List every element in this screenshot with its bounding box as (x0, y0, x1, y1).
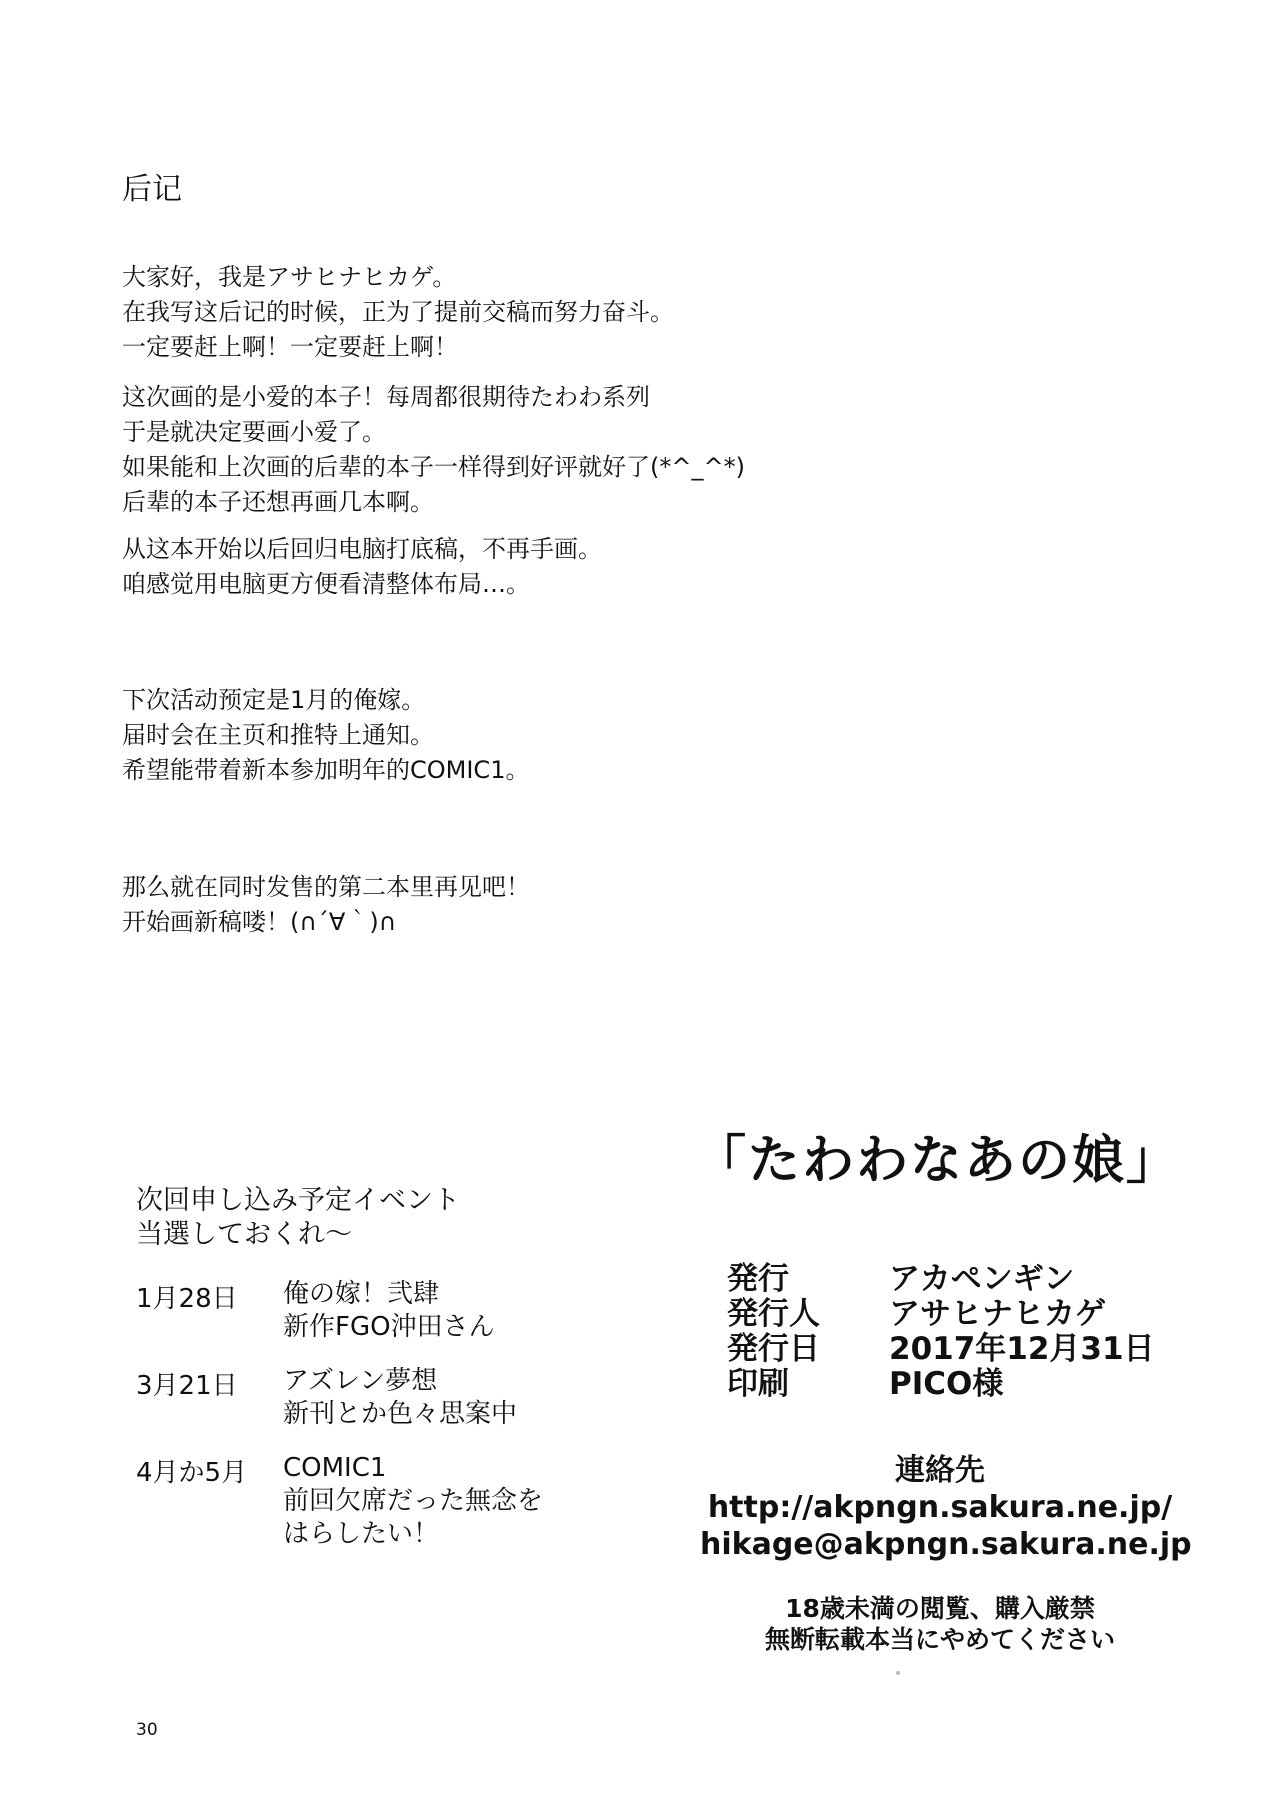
speck-mark (896, 1671, 900, 1675)
colophon-value: アサヒナヒカゲ (889, 1296, 1106, 1332)
event-description (283, 1365, 517, 1431)
event-description (283, 1452, 543, 1551)
colophon-row (727, 1332, 1155, 1367)
colophon-label: 印刷 (727, 1366, 789, 1402)
events-heading (136, 1184, 460, 1252)
notice-line: 18歳未満の閲覧、購入厳禁 (785, 1594, 1095, 1623)
afterword-paragraph-3 (122, 532, 602, 602)
events-heading-line: 次回申し込み予定イベント (136, 1185, 460, 1216)
text-line: 咱感觉用电脑更方便看清整体布局…。 (122, 570, 530, 598)
afterword-paragraph-4 (122, 683, 529, 788)
text-line: 大家好，我是アサヒナヒカゲ。 (122, 263, 457, 291)
colophon-value: 2017年12月31日 (889, 1331, 1155, 1367)
notice-line: 無断転載本当にやめてください (764, 1625, 1115, 1654)
colophon-value: PICO様 (889, 1366, 1004, 1402)
colophon-value: アカペンギン (889, 1261, 1075, 1297)
colophon-label: 発行 (727, 1261, 789, 1297)
text-line: 一定要赶上啊！一定要赶上啊！ (122, 333, 458, 361)
text-line: 如果能和上次画的后辈的本子一样得到好评就好了(*^_^*) (122, 453, 745, 481)
afterword-heading: 后记 (122, 172, 182, 207)
contact-url: http://akpngn.sakura.ne.jp/ (707, 1490, 1173, 1525)
colophon-row (727, 1367, 1155, 1402)
text-line: 后辈的本子还想再画几本啊。 (122, 488, 434, 516)
colophon-row (727, 1297, 1155, 1332)
text-line: 这次画的是小爱的本子！每周都很期待たわわ系列 (122, 383, 650, 411)
event-date: 1月28日 (136, 1284, 238, 1314)
book-title: 「たわわなあの娘」 (694, 1130, 1181, 1191)
text-line: 下次活动预定是1月的俺嫁。 (122, 686, 426, 714)
events-heading-line: 当選しておくれ～ (136, 1219, 352, 1250)
text-line: 那么就在同时发售的第二本里再见吧！ (122, 873, 530, 901)
event-description-line: 新刊とか色々思案中 (283, 1399, 518, 1429)
event-description-line: 新作FGO沖田さん (283, 1312, 495, 1342)
event-description-line: アズレン夢想 (283, 1366, 438, 1396)
page-number: 30 (136, 1720, 158, 1740)
colophon-label: 発行日 (727, 1331, 820, 1367)
event-date: 3月21日 (136, 1371, 238, 1401)
text-line: 在我写这后记的时候，正为了提前交稿而努力奋斗。 (122, 298, 674, 326)
colophon-row (727, 1262, 1155, 1297)
colophon-label: 発行人 (727, 1296, 820, 1332)
contact-heading: 連絡先 (895, 1453, 985, 1488)
contact-block (700, 1452, 1192, 1563)
colophon (727, 1262, 1155, 1402)
text-line: 从这本开始以后回归电脑打底稿，不再手画。 (122, 535, 602, 563)
text-line: 希望能带着新本参加明年的COMIC1。 (122, 756, 530, 784)
afterword-paragraph-2 (122, 380, 745, 520)
event-date: 4月か5月 (136, 1458, 248, 1488)
afterword-paragraph-5 (122, 870, 530, 940)
event-description (283, 1278, 495, 1344)
age-notice (700, 1593, 1180, 1655)
event-description-line: COMIC1 (283, 1453, 387, 1483)
text-line: 届时会在主页和推特上通知。 (122, 721, 434, 749)
event-description-line: 俺の嫁！弐肆 (283, 1279, 440, 1309)
text-line: 于是就决定要画小爱了。 (122, 418, 386, 446)
text-line: 开始画新稿喽！(∩´∀｀)∩ (122, 908, 397, 936)
afterword-paragraph-1 (122, 260, 674, 365)
event-description-line: 前回欠席だった無念を (283, 1486, 544, 1516)
contact-email: hikage@akpngn.sakura.ne.jp (700, 1527, 1192, 1562)
event-description-line: はらしたい！ (283, 1519, 440, 1549)
